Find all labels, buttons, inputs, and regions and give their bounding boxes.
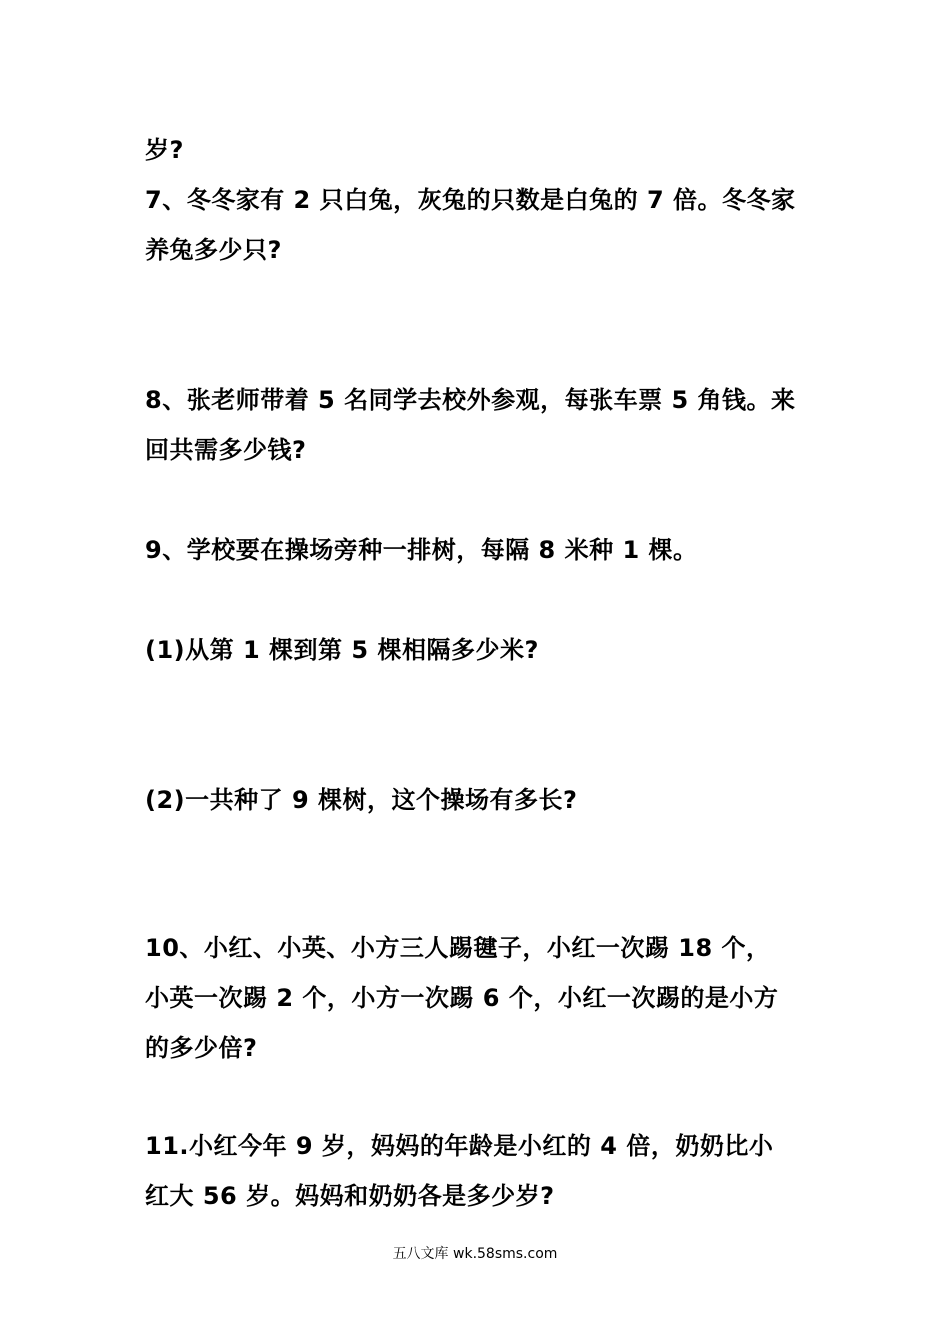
- problem-8-line-1: 8、张老师带着 5 名同学去校外参观，每张车票 5 角钱。来: [145, 386, 796, 414]
- problem-11-line-1: 11.小红今年 9 岁，妈妈的年龄是小红的 4 倍，奶奶比小: [145, 1132, 774, 1160]
- problem-7-line-1: 7、冬冬家有 2 只白兔，灰兔的只数是白兔的 7 倍。冬冬家: [145, 186, 796, 214]
- problem-10-line-1: 10、小红、小英、小方三人踢毽子，小红一次踢 18 个，: [145, 934, 771, 962]
- problem-7-line-2: 养兔多少只?: [145, 236, 282, 264]
- problem-9-part-1: (1)从第 1 棵到第 5 棵相隔多少米?: [145, 636, 539, 664]
- problem-10-line-2: 小英一次踢 2 个，小方一次踢 6 个，小红一次踢的是小方: [145, 984, 779, 1012]
- problem-9-part-2: (2)一共种了 9 棵树，这个操场有多长?: [145, 786, 578, 814]
- problem-8-line-2: 回共需多少钱?: [145, 436, 307, 464]
- problem-11-line-2: 红大 56 岁。妈妈和奶奶各是多少岁?: [145, 1182, 555, 1210]
- problem-10-line-3: 的多少倍?: [145, 1034, 258, 1062]
- page-footer: 五八文库 wk.58sms.com: [392, 1246, 558, 1262]
- problem-9-stem: 9、学校要在操场旁种一排树，每隔 8 米种 1 棵。: [145, 536, 698, 564]
- problem-6-continuation: 岁?: [145, 136, 184, 164]
